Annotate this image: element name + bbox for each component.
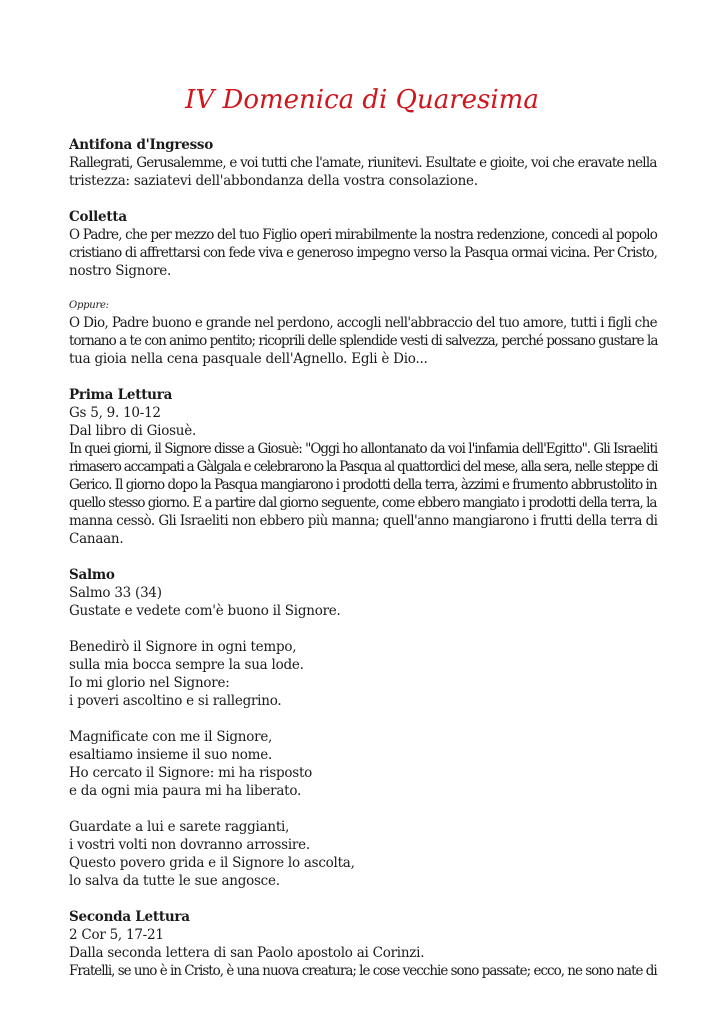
reading-source: Dalla seconda lettera di san Paolo apostolo ai Corinzi.: [69, 945, 425, 961]
reading-reference: 2 Cor 5, 17-21: [69, 927, 164, 943]
text-line: manna cessò. Gli Israeliti non ebbero più manna; quell'anno mangiarono i frutti della terra di: [69, 513, 658, 529]
text-line: Canaan.: [69, 531, 124, 547]
oppure-label: Oppure:: [69, 300, 109, 311]
text-line: Fratelli, se uno è in Cristo, è una nuova creatura; le cose vecchie sono passate; ecco, ne sono nate di: [69, 963, 657, 979]
text-line: rimasero accampati a Gàlgala e celebrarono la Pasqua al quattordici del mese, alla sera, nelle steppe di: [69, 459, 658, 475]
document-page: [69, 0, 659, 1024]
page-title: IV Domenica di Quaresima: [185, 85, 539, 115]
psalm-verse: Magnificate con me il Signore,: [69, 729, 273, 745]
section-prima-lettura: [69, 386, 659, 548]
psalm-stanza: [69, 638, 659, 710]
section-colletta-oppure: [69, 298, 659, 368]
psalm-verse: i vostri volti non dovranno arrossire.: [69, 837, 310, 853]
reading-source: Dal libro di Giosuè.: [69, 423, 197, 439]
psalm-verse: i poveri ascoltino e si rallegrino.: [69, 693, 282, 709]
psalm-verse: Io mi glorio nel Signore:: [69, 675, 230, 691]
psalm-refrain: Gustate e vedete com'è buono il Signore.: [69, 603, 341, 619]
psalm-verse: lo salva da tutte le sue angosce.: [69, 873, 280, 889]
psalm-verse: Questo povero grida e il Signore lo ascolta,: [69, 855, 355, 871]
psalm-verse: Guardate a lui e sarete raggianti,: [69, 819, 290, 835]
text-line: tornano a te con animo pentito; ricoprili delle splendide vesti di salvezza, perché possano gustare la: [69, 333, 658, 349]
document-body: [69, 136, 659, 998]
section-heading-colletta: Colletta: [69, 209, 127, 225]
text-line: quello stesso giorno. E a partire dal giorno seguente, come ebbero mangiato i prodotti della terra, la: [69, 495, 657, 511]
psalm-verse: sulla mia bocca sempre la sua lode.: [69, 657, 304, 673]
section-antifona: [69, 136, 659, 190]
section-salmo: [69, 566, 659, 620]
reading-reference: Gs 5, 9. 10-12: [69, 405, 161, 421]
text-line: tua gioia nella cena pasquale dell'Agnello. Egli è Dio...: [69, 351, 428, 367]
text-line: O Dio, Padre buono e grande nel perdono, accogli nell'abbraccio del tuo amore, tutti i figli che: [69, 315, 658, 331]
text-line: In quei giorni, il Signore disse a Giosuè: "Oggi ho allontanato da voi l'infamia dell'Egitto". Gli Israeliti: [69, 441, 658, 457]
text-line: nostro Signore.: [69, 263, 172, 279]
psalm-verse: Ho cercato il Signore: mi ha risposto: [69, 765, 313, 781]
section-heading-salmo: Salmo: [69, 567, 115, 583]
psalm-stanza: [69, 818, 659, 890]
text-line: O Padre, che per mezzo del tuo Figlio operi mirabilmente la nostra redenzione, concedi al popolo: [69, 227, 658, 243]
text-line: cristiano di affrettarsi con fede viva e generoso impegno verso la Pasqua ormai vicina. Per Cristo,: [69, 245, 658, 261]
psalm-reference: Salmo 33 (34): [69, 585, 162, 601]
section-heading-antifona: Antifona d'Ingresso: [69, 137, 214, 153]
section-heading-seconda-lettura: Seconda Lettura: [69, 909, 190, 925]
text-line: Gerico. Il giorno dopo la Pasqua mangiarono i prodotti della terra, àzzimi e frumento abbrustolito in: [69, 477, 657, 493]
psalm-verse: e da ogni mia paura mi ha liberato.: [69, 783, 302, 799]
psalm-verse: Benedirò il Signore in ogni tempo,: [69, 639, 297, 655]
psalm-verse: esaltiamo insieme il suo nome.: [69, 747, 272, 763]
section-colletta: [69, 208, 659, 280]
section-seconda-lettura: [69, 908, 659, 980]
text-line: Rallegrati, Gerusalemme, e voi tutti che l'amate, riunitevi. Esultate e gioite, voi che eravate nella: [69, 155, 657, 171]
psalm-stanza: [69, 728, 659, 800]
text-line: tristezza: saziatevi dell'abbondanza della vostra consolazione.: [69, 173, 478, 189]
section-heading-prima-lettura: Prima Lettura: [69, 387, 173, 403]
